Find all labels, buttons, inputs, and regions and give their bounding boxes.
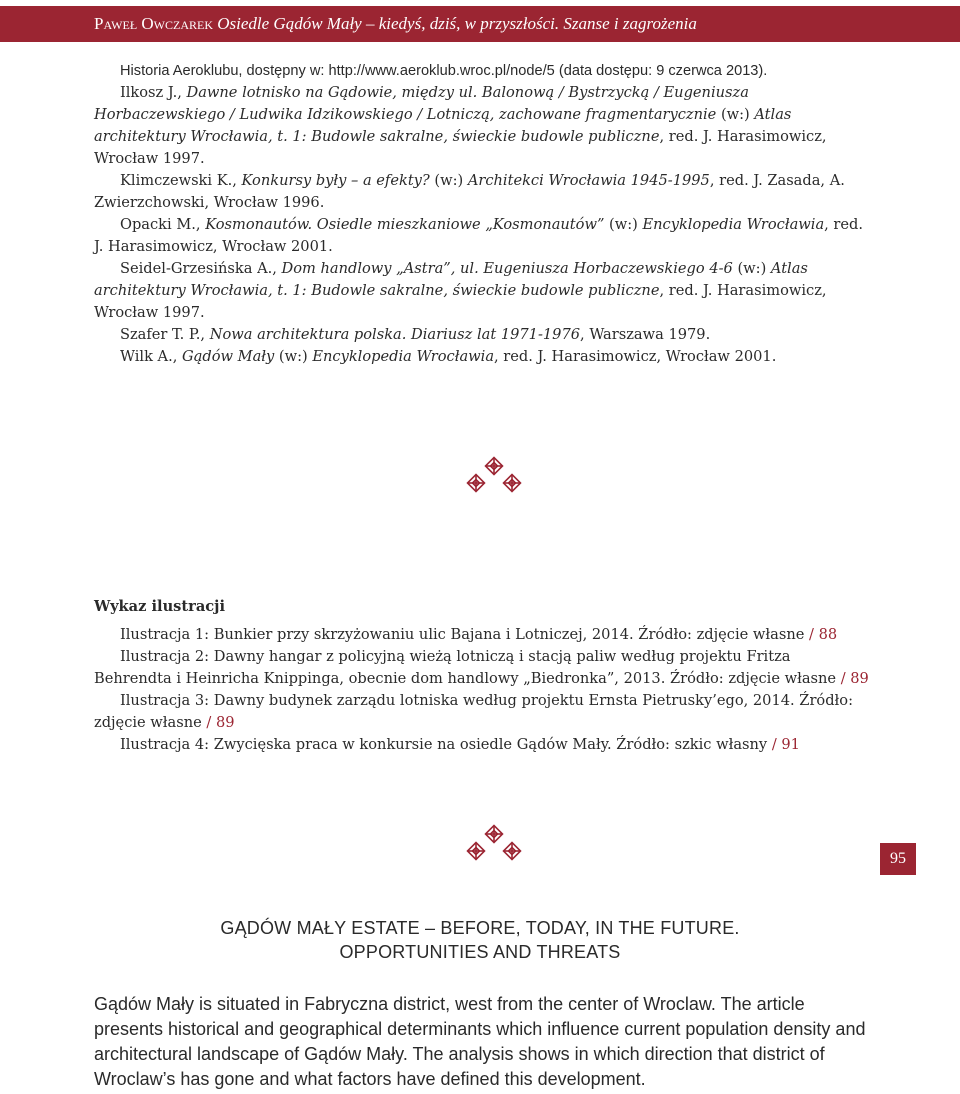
bib-entry	[94, 214, 870, 258]
bib-source: Atlas architektury Wrocławia, t. 1: Budowle sakralne, świeckie budowle publiczne	[94, 106, 792, 145]
illustrations-list	[94, 596, 870, 756]
bib-publication: , red. J. Harasimowicz, Wrocław 2001.	[94, 216, 864, 255]
bib-entry	[94, 82, 870, 170]
bib-author: Szafer T. P.,	[120, 326, 210, 343]
bib-title: Dom handlowy „Astra”, ul. Eugeniusza Horbaczewskiego 4-6	[281, 260, 733, 277]
illustration-text: Ilustracja 4: Zwycięska praca w konkursie na osiedle Gądów Mały. Źródło: szkic własny	[120, 736, 768, 753]
bib-author: Opacki M.,	[120, 216, 206, 233]
bib-title: Konkursy były – a efekty?	[241, 172, 430, 189]
bib-author: Ilkosz J.,	[120, 84, 187, 101]
english-title-line: GĄDÓW MAŁY ESTATE – BEFORE, TODAY, IN THE FUTURE.	[220, 918, 740, 938]
illustration-text: Ilustracja 1: Bunkier przy skrzyżowaniu ulic Bajana i Lotniczej, 2014. Źródło: zdjęcie własne	[120, 626, 805, 643]
illustration-item	[94, 646, 870, 690]
bib-title: Nowa architektura polska. Diariusz lat 1971-1976	[209, 326, 581, 343]
bib-entry-text: Historia Aeroklubu, dostępny w: http://www.aeroklub.wroc.pl/node/5 (data dostępu: 9 czerwca 2013).	[120, 63, 768, 79]
bib-in: (w:)	[732, 260, 771, 277]
bib-in: (w:)	[604, 216, 643, 233]
illustration-item	[94, 624, 870, 646]
bib-title: Dawne lotnisko na Gądowie, między ul. Balonową / Bystrzycką / Eugeniusza Horbaczewskiego / Ludwika Idzikowskiego / Lotniczą, zachowane fragmentarycznie	[94, 84, 749, 123]
bib-entry	[94, 324, 870, 346]
ornament-icon	[459, 824, 529, 864]
bib-source: Encyklopedia Wrocławia	[642, 216, 825, 233]
illustration-page: / 91	[771, 736, 800, 753]
bib-entry	[94, 258, 870, 324]
bib-entry	[94, 170, 870, 214]
bib-in: (w:)	[429, 172, 468, 189]
bib-publication: , red. J. Harasimowicz, Wrocław 1997.	[94, 128, 827, 167]
english-title-line: OPPORTUNITIES AND THREATS	[339, 942, 621, 962]
illustration-text: Ilustracja 3: Dawny budynek zarządu lotniska według projektu Ernsta Pietrusky’ego, 2014. Źródło: zdjęcie własne	[94, 692, 853, 731]
bib-author: Wilk A.,	[120, 348, 183, 365]
running-header	[0, 6, 960, 42]
illustration-item	[94, 734, 870, 756]
illustrations-heading: Wykaz ilustracji	[94, 598, 225, 615]
bib-in: (w:)	[716, 106, 755, 123]
header-title: Osiedle Gądów Mały – kiedyś, dziś, w przyszłości. Szanse i zagrożenia	[217, 14, 697, 33]
illustration-text: Ilustracja 2: Dawny hangar z policyjną wieżą lotniczą i stacją paliw według projektu Fritza Behrendta i Heinricha Knippinga, obecnie dom handlowy „Biedronka”, 2013. Źródło: zdjęcie własne	[94, 648, 837, 687]
header-author: Paweł Owczarek	[94, 14, 213, 33]
illustration-page: / 88	[809, 626, 838, 643]
bib-publication: , Warszawa 1979.	[580, 326, 711, 343]
page-number: 95	[880, 843, 916, 875]
bib-entry	[94, 60, 870, 82]
bib-title: Gądów Mały	[182, 348, 275, 365]
bib-author: Seidel-Grzesińska A.,	[120, 260, 282, 277]
bib-in: (w:)	[274, 348, 313, 365]
bibliography	[94, 60, 870, 368]
illustration-page: / 89	[840, 670, 869, 687]
bib-publication: , red. J. Harasimowicz, Wrocław 1997.	[94, 282, 827, 321]
bib-publication: , red. J. Zasada, A. Zwierzchowski, Wrocław 1996.	[94, 172, 845, 211]
illustration-page: / 89	[206, 714, 235, 731]
bib-source: Encyklopedia Wrocławia	[312, 348, 495, 365]
bib-author: Klimczewski K.,	[120, 172, 242, 189]
english-title	[94, 916, 866, 964]
bib-source: Atlas architektury Wrocławia, t. 1: Budowle sakralne, świeckie budowle publiczne	[94, 260, 808, 299]
abstract: Gądów Mały is situated in Fabryczna district, west from the center of Wroclaw. The article presents historical and geographical determinants which influence current population density and architectural landscape of Gądów Mały. The analysis shows in which direction that district of Wroclaw’s has gone and what factors have defined this development.	[94, 994, 866, 1089]
bib-publication: , red. J. Harasimowicz, Wrocław 2001.	[494, 348, 777, 365]
ornament-icon	[459, 456, 529, 496]
illustration-item	[94, 690, 870, 734]
bib-entry	[94, 346, 870, 368]
bib-source: Architekci Wrocławia 1945-1995	[467, 172, 710, 189]
bib-title: Kosmonautów. Osiedle mieszkaniowe „Kosmonautów”	[205, 216, 605, 233]
